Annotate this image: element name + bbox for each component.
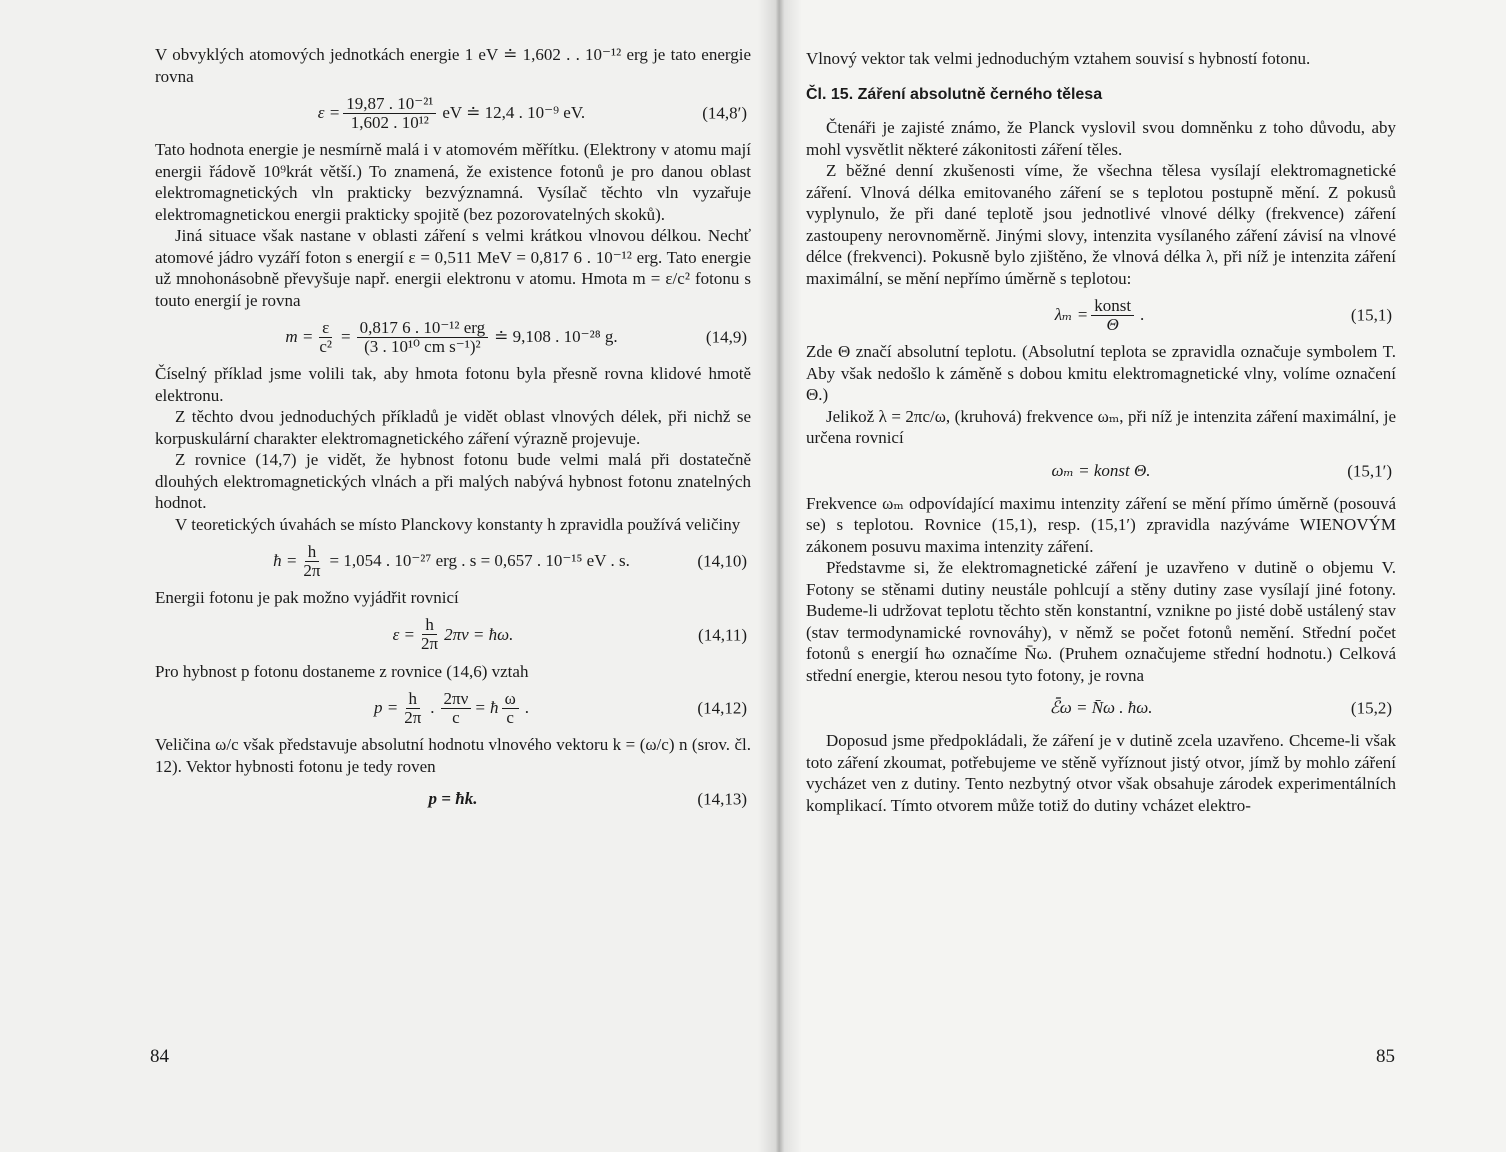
paragraph: Z běžné denní zkušenosti víme, že všechna tělesa vysílají elektromagnetické záření. Vlnová délka emitovaného záření se s teplotou postupně mění. Z pokusů vyplynulo, že při dané teplotě jsou jednotlivé vlnové délky (frekvence) záření zastoupeny nerovnoměrně. Jinými slovy, intenzita vysílaného záření závisí na vlnové délce (frekvenci). Pokusně bylo zjištěno, že vlnová délka λ, při níž je intenzita záření maximální, se mění nepřímo úměrně s teplotou: — [806, 161, 1396, 288]
paragraph: Číselný příklad jsme volili tak, aby hmota fotonu byla přesně rovna klidové hmotě elektronu. — [155, 364, 751, 405]
eq-rhs: eV ≐ 12,4 . 10⁻⁹ eV. — [442, 103, 586, 123]
page-number: 84 — [150, 1046, 169, 1067]
paragraph: Energii fotonu je pak možno vyjádřit rovnicí — [155, 588, 459, 607]
equation-number: (14,13) — [697, 789, 747, 809]
paragraph: Čtenáři je zajisté známo, že Planck vyslovil svou domněnku z toho důvodu, aby mohl vysvětlit některé zákonitosti záření těles. — [806, 118, 1396, 159]
paragraph: Představme si, že elektromagnetické záření je uzavřeno v dutině o objemu V. Fotony se stěnami dutiny neustále pohlcují a stěny dutiny zase vysílají jiné fotony. Budeme-li udržovat teplotu těchto stěn konstantní, vznikne po jisté době ustálený stav (stav termodynamické rovnováhy), v němž se počet fotonů nemění. Střední počet fotonů s energií ħω označíme N̄ω. (Pruhem označujeme střední hodnotu.) Celková střední energie, kterou nesou tyto fotony, je rovna — [806, 558, 1396, 685]
denominator: 2π — [303, 560, 321, 580]
right-page-text — [806, 48, 1396, 816]
numerator: h — [406, 690, 421, 709]
fraction — [401, 690, 424, 727]
eq-text: p = ħk. — [428, 789, 478, 809]
denominator: 2π — [404, 707, 422, 727]
period: . — [524, 698, 530, 718]
eq-text: ℰ̄ω = N̄ω . ħω. — [1049, 698, 1153, 718]
fraction — [357, 319, 489, 356]
fraction — [316, 319, 335, 356]
denominator: c — [506, 707, 514, 727]
equation-number: (14,12) — [697, 698, 747, 718]
denominator: Θ — [1106, 314, 1119, 334]
book-gutter-shadow — [758, 0, 802, 1152]
equation-15-2 — [806, 686, 1396, 730]
fraction — [343, 95, 436, 132]
numerator: 0,817 6 . 10⁻¹² erg — [357, 319, 489, 338]
period: . — [1140, 305, 1145, 325]
fraction — [418, 616, 441, 653]
paragraph: Tato hodnota energie je nesmírně malá i v atomovém měřítku. (Elektrony v atomu mají energii řádově 10⁹krát větší.) To znamená, že existence fotonů je pro danou oblast elektromagnetických vln prakticky bezvýznamná. Vysílač těchto vln vyzařuje elektromagnetickou energii prakticky spojitě (bez pozorovatelných skoků). — [155, 140, 751, 224]
denominator: (3 . 10¹⁰ cm s⁻¹)² — [364, 336, 481, 356]
equation-14-10 — [155, 535, 751, 587]
paragraph: Pro hybnost p fotonu dostaneme z rovnice (14,6) vztah — [155, 661, 529, 681]
denominator: c² — [319, 336, 332, 356]
fraction — [1091, 297, 1134, 334]
equation-number: (15,2) — [1350, 698, 1392, 718]
denominator: c — [452, 707, 460, 727]
eq-lhs: λₘ = — [1054, 305, 1089, 325]
equation-14-8 — [155, 87, 751, 139]
equation-number: (15,1) — [1350, 305, 1392, 325]
equals-sign: = — [340, 327, 351, 347]
section-heading: Čl. 15. Záření absolutně černého tělesa — [806, 85, 1103, 103]
equation-number: (14,10) — [697, 551, 747, 571]
equation-number: (15,1′) — [1347, 460, 1392, 480]
eq-lhs: ε = — [392, 624, 416, 644]
dot-operator: . — [430, 698, 435, 718]
equation-14-11 — [155, 609, 751, 661]
left-page-text — [155, 44, 751, 821]
fraction — [300, 543, 323, 580]
equation-15-1-prime — [806, 449, 1396, 493]
equation-14-13 — [155, 777, 751, 821]
paragraph: V obvyklých atomových jednotkách energie 1 eV ≐ 1,602 . . 10⁻¹² erg je tato energie rovna — [155, 45, 751, 86]
paragraph: Doposud jsme předpokládali, že záření je v dutině zcela uzavřeno. Chceme-li však toto záření zkoumat, potřebujeme ve stěně vyříznout jistý otvor, jímž by mohlo záření vycházet ven z dutiny. Tento nezbytný otvor však obsahuje zárodek experimentálních komplikací. Tímto otvorem může totiž do dutiny vcházet elektro- — [806, 731, 1396, 815]
fraction — [441, 690, 472, 727]
denominator: 1,602 . 10¹² — [350, 112, 429, 132]
equation-number: (14,9) — [705, 327, 747, 347]
eq-rhs: 2πν = ħω. — [444, 624, 514, 644]
numerator: konst — [1091, 297, 1134, 316]
equation-14-9 — [155, 311, 751, 363]
right-page — [778, 0, 1506, 1152]
eq-lhs: ε = — [317, 103, 341, 123]
page-number: 85 — [1376, 1046, 1395, 1067]
numerator: ω — [502, 690, 519, 709]
paragraph: Z rovnice (14,7) je vidět, že hybnost fotonu bude velmi malá při dostatečně dlouhých elektromagnetických vlnách a při malých nabývá hybnost fotonu znatelných hodnot. — [155, 450, 751, 512]
eq-mid: = ħ — [474, 698, 499, 718]
equation-number: (14,11) — [698, 624, 747, 644]
numerator: 19,87 . 10⁻²¹ — [343, 95, 436, 114]
numerator: h — [305, 543, 320, 562]
eq-lhs: ħ = — [273, 551, 298, 571]
numerator: 2πν — [441, 690, 472, 709]
paragraph: Jelikož λ = 2πc/ω, (kruhová) frekvence ωₘ, při níž je intenzita záření maximální, je určena rovnicí — [806, 406, 1396, 447]
paragraph: Veličina ω/c však představuje absolutní hodnotu vlnového vektoru k = (ω/c) n (srov. čl. 12). Vektor hybnosti fotonu je tedy roven — [155, 735, 751, 776]
equation-number: (14,8′) — [702, 103, 747, 123]
numerator: ε — [319, 319, 332, 338]
eq-text: ωₘ = konst Θ. — [1051, 460, 1151, 480]
eq-lhs: p = — [373, 698, 399, 718]
paragraph: Vlnový vektor tak velmi jednoduchým vztahem souvisí s hybností fotonu. — [806, 49, 1311, 68]
paragraph: V teoretických úvahách se místo Planckovy konstanty h zpravidla používá veličiny — [175, 514, 741, 534]
denominator: 2π — [421, 634, 439, 653]
fraction — [502, 690, 519, 727]
eq-lhs: m = — [285, 327, 314, 347]
eq-rhs: = 1,054 . 10⁻²⁷ erg . s = 0,657 . 10⁻¹⁵ eV . s. — [329, 551, 630, 571]
paragraph: Frekvence ωₘ odpovídající maximu intenzity záření se mění přímo úměrně (posouvá se) s teplotou. Rovnice (15,1), resp. (15,1′) zpravidla nazýváme WIENOVÝM zákonem posuvu maxima intenzity záření. — [806, 493, 1396, 556]
equation-15-1 — [806, 289, 1396, 341]
paragraph: Z těchto dvou jednoduchých příkladů je vidět oblast vlnových délek, při nichž se korpuskulární charakter elektromagnetického záření výrazně projevuje. — [155, 407, 751, 448]
paragraph: Zde Θ značí absolutní teplotu. (Absolutní teplota se zpravidla označuje symbolem T. Aby však nedošlo k záměně s dobou kmitu elektromagnetické vlny, volíme označení Θ.) — [806, 342, 1396, 404]
equation-14-12 — [155, 682, 751, 734]
numerator: h — [422, 616, 437, 635]
eq-rhs: ≐ 9,108 . 10⁻²⁸ g. — [494, 327, 618, 347]
paragraph: Jiná situace však nastane v oblasti záření s velmi krátkou vlnovou délkou. Nechť atomové jádro vyzáří foton s energií ε = 0,511 MeV = 0,817 6 . 10⁻¹² erg. Tato energie už mnohonásobně převyšuje např. energii elektronu v atomu. Hmota m = ε/c² fotonu s touto energií je rovna — [155, 226, 751, 310]
